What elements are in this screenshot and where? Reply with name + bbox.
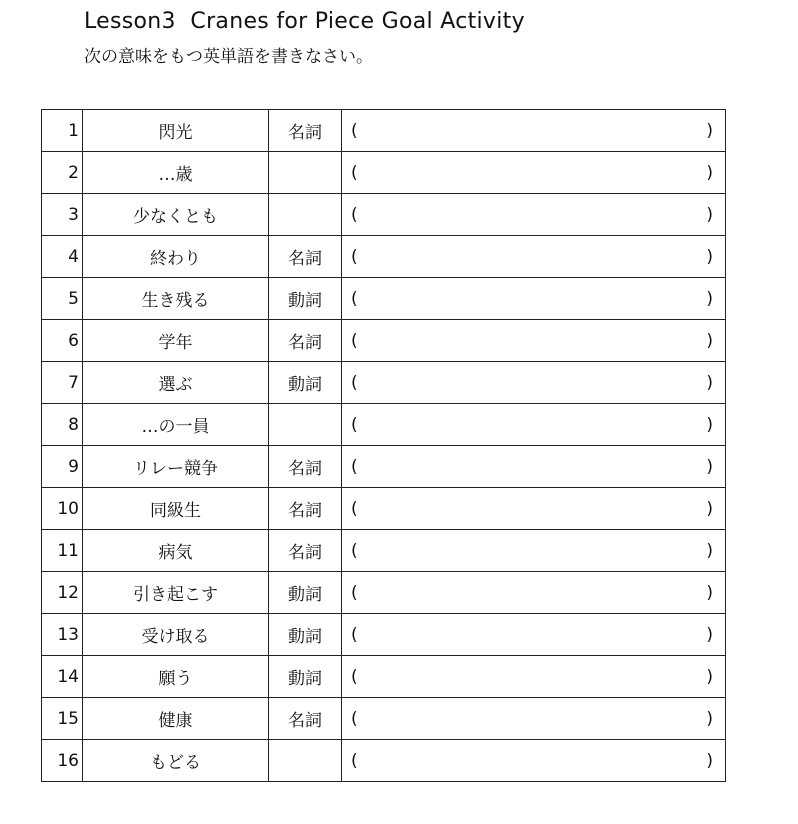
vocab-row-10 xyxy=(42,488,726,530)
open-parenthesis: ( xyxy=(351,330,358,351)
close-parenthesis: ) xyxy=(706,498,713,519)
answer-field[interactable] xyxy=(342,278,726,320)
open-parenthesis: ( xyxy=(351,456,358,477)
row-part-of-speech xyxy=(269,194,342,236)
row-part-of-speech: 動詞 xyxy=(269,362,342,404)
vocabulary-table xyxy=(41,109,726,782)
row-number: 13 xyxy=(42,614,83,656)
vocab-row-3 xyxy=(42,194,726,236)
open-parenthesis: ( xyxy=(351,708,358,729)
row-part-of-speech: 動詞 xyxy=(269,614,342,656)
answer-field[interactable] xyxy=(342,656,726,698)
close-parenthesis: ) xyxy=(706,540,713,561)
answer-field[interactable] xyxy=(342,320,726,362)
row-meaning: 健康 xyxy=(83,698,269,740)
row-number: 15 xyxy=(42,698,83,740)
row-meaning: …歳 xyxy=(83,152,269,194)
row-part-of-speech xyxy=(269,740,342,782)
close-parenthesis: ) xyxy=(706,582,713,603)
close-parenthesis: ) xyxy=(706,246,713,267)
open-parenthesis: ( xyxy=(351,288,358,309)
row-number: 10 xyxy=(42,488,83,530)
open-parenthesis: ( xyxy=(351,372,358,393)
row-meaning: 受け取る xyxy=(83,614,269,656)
row-part-of-speech xyxy=(269,152,342,194)
open-parenthesis: ( xyxy=(351,750,358,771)
row-meaning: もどる xyxy=(83,740,269,782)
answer-field[interactable] xyxy=(342,488,726,530)
row-meaning: 選ぶ xyxy=(83,362,269,404)
vocabulary-table-body xyxy=(42,110,726,782)
worksheet-title: Lesson3 Cranes for Piece Goal Activity xyxy=(84,9,525,34)
vocab-row-13 xyxy=(42,614,726,656)
row-meaning: …の一員 xyxy=(83,404,269,446)
close-parenthesis: ) xyxy=(706,624,713,645)
vocab-row-5 xyxy=(42,278,726,320)
row-part-of-speech: 名詞 xyxy=(269,530,342,572)
row-meaning: リレー競争 xyxy=(83,446,269,488)
row-meaning: 終わり xyxy=(83,236,269,278)
row-part-of-speech: 名詞 xyxy=(269,320,342,362)
row-part-of-speech: 名詞 xyxy=(269,446,342,488)
row-meaning: 病気 xyxy=(83,530,269,572)
open-parenthesis: ( xyxy=(351,414,358,435)
vocab-row-15 xyxy=(42,698,726,740)
row-number: 11 xyxy=(42,530,83,572)
answer-field[interactable] xyxy=(342,530,726,572)
open-parenthesis: ( xyxy=(351,540,358,561)
vocab-row-12 xyxy=(42,572,726,614)
close-parenthesis: ) xyxy=(706,750,713,771)
answer-field[interactable] xyxy=(342,152,726,194)
row-number: 2 xyxy=(42,152,83,194)
row-part-of-speech: 名詞 xyxy=(269,236,342,278)
open-parenthesis: ( xyxy=(351,498,358,519)
open-parenthesis: ( xyxy=(351,666,358,687)
vocab-row-16 xyxy=(42,740,726,782)
vocab-row-8 xyxy=(42,404,726,446)
close-parenthesis: ) xyxy=(706,204,713,225)
row-number: 6 xyxy=(42,320,83,362)
open-parenthesis: ( xyxy=(351,246,358,267)
row-meaning: 同級生 xyxy=(83,488,269,530)
answer-field[interactable] xyxy=(342,740,726,782)
vocab-row-6 xyxy=(42,320,726,362)
vocab-row-4 xyxy=(42,236,726,278)
close-parenthesis: ) xyxy=(706,162,713,183)
vocab-row-11 xyxy=(42,530,726,572)
close-parenthesis: ) xyxy=(706,372,713,393)
row-number: 14 xyxy=(42,656,83,698)
row-part-of-speech: 名詞 xyxy=(269,698,342,740)
answer-field[interactable] xyxy=(342,572,726,614)
vocab-row-2 xyxy=(42,152,726,194)
vocab-row-7 xyxy=(42,362,726,404)
vocab-row-1 xyxy=(42,110,726,152)
row-number: 12 xyxy=(42,572,83,614)
row-meaning: 少なくとも xyxy=(83,194,269,236)
row-number: 3 xyxy=(42,194,83,236)
open-parenthesis: ( xyxy=(351,162,358,183)
row-meaning: 学年 xyxy=(83,320,269,362)
row-number: 1 xyxy=(42,110,83,152)
row-part-of-speech: 動詞 xyxy=(269,656,342,698)
vocab-row-14 xyxy=(42,656,726,698)
answer-field[interactable] xyxy=(342,446,726,488)
worksheet-instruction: 次の意味をもつ英単語を書きなさい。 xyxy=(84,47,373,67)
open-parenthesis: ( xyxy=(351,204,358,225)
answer-field[interactable] xyxy=(342,404,726,446)
row-number: 9 xyxy=(42,446,83,488)
answer-field[interactable] xyxy=(342,194,726,236)
close-parenthesis: ) xyxy=(706,330,713,351)
close-parenthesis: ) xyxy=(706,666,713,687)
row-number: 16 xyxy=(42,740,83,782)
row-number: 5 xyxy=(42,278,83,320)
vocab-row-9 xyxy=(42,446,726,488)
close-parenthesis: ) xyxy=(706,120,713,141)
close-parenthesis: ) xyxy=(706,288,713,309)
answer-field[interactable] xyxy=(342,362,726,404)
row-meaning: 閃光 xyxy=(83,110,269,152)
answer-field[interactable] xyxy=(342,698,726,740)
row-meaning: 願う xyxy=(83,656,269,698)
row-number: 8 xyxy=(42,404,83,446)
answer-field[interactable] xyxy=(342,236,726,278)
row-number: 4 xyxy=(42,236,83,278)
answer-field[interactable] xyxy=(342,110,726,152)
row-part-of-speech xyxy=(269,404,342,446)
row-number: 7 xyxy=(42,362,83,404)
open-parenthesis: ( xyxy=(351,120,358,141)
row-part-of-speech: 名詞 xyxy=(269,110,342,152)
row-meaning: 生き残る xyxy=(83,278,269,320)
close-parenthesis: ) xyxy=(706,456,713,477)
close-parenthesis: ) xyxy=(706,414,713,435)
answer-field[interactable] xyxy=(342,614,726,656)
open-parenthesis: ( xyxy=(351,624,358,645)
row-part-of-speech: 動詞 xyxy=(269,278,342,320)
open-parenthesis: ( xyxy=(351,582,358,603)
row-part-of-speech: 動詞 xyxy=(269,572,342,614)
row-part-of-speech: 名詞 xyxy=(269,488,342,530)
row-meaning: 引き起こす xyxy=(83,572,269,614)
close-parenthesis: ) xyxy=(706,708,713,729)
